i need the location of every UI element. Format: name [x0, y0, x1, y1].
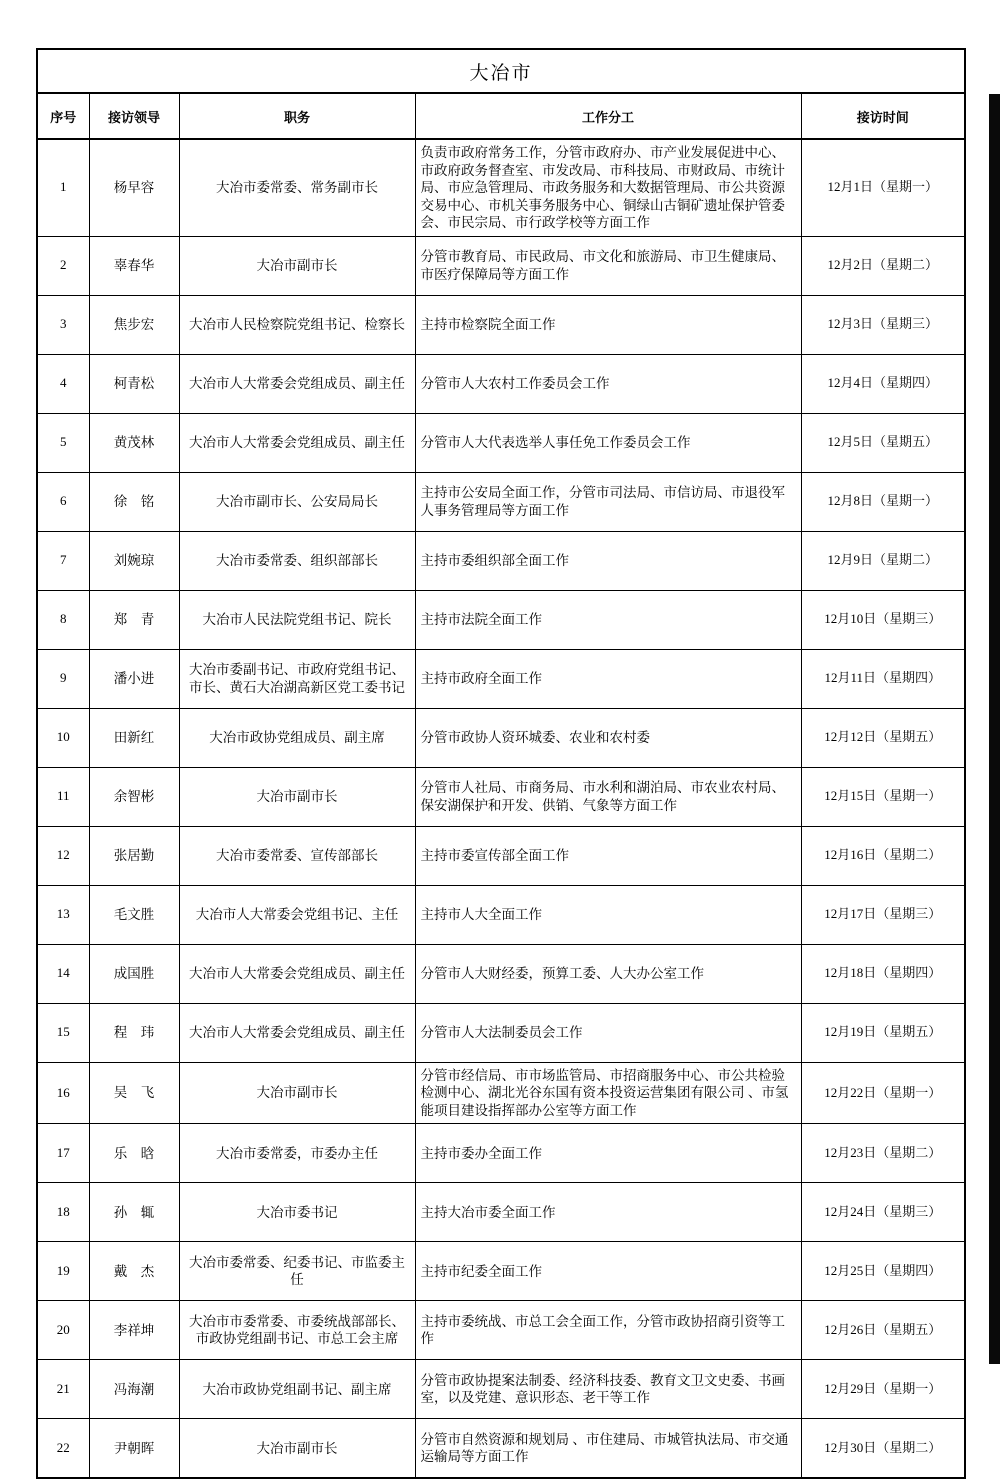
time-cell: 12月26日（星期五） [801, 1301, 965, 1360]
row-number-cell: 17 [37, 1124, 89, 1183]
duty-cell: 分管市政协提案法制委、经济科技委、教育文卫文史委、书画室，以及党建、意识形态、老干等工作 [415, 1360, 801, 1419]
position-cell: 大冶市人民法院党组书记、院长 [179, 590, 415, 649]
column-header-duty: 工作分工 [415, 93, 801, 139]
leader-name-cell: 余智彬 [89, 767, 179, 826]
table-row [37, 826, 965, 885]
duty-cell: 分管市人大代表选举人事任免工作委员会工作 [415, 413, 801, 472]
table-row [37, 1242, 965, 1301]
row-number-cell: 8 [37, 590, 89, 649]
table-row [37, 1062, 965, 1124]
table-header-row [37, 93, 965, 139]
table-row [37, 295, 965, 354]
table-row [37, 649, 965, 708]
position-cell: 大冶市委常委、纪委书记、市监委主任 [179, 1242, 415, 1301]
row-number-cell: 5 [37, 413, 89, 472]
document-sheet [36, 48, 964, 1479]
duty-cell: 分管市人大农村工作委员会工作 [415, 354, 801, 413]
table-row [37, 1301, 965, 1360]
table-body [37, 139, 965, 1478]
time-cell: 12月5日（星期五） [801, 413, 965, 472]
position-cell: 大冶市副市长 [179, 1419, 415, 1479]
time-cell: 12月18日（星期四） [801, 944, 965, 1003]
position-cell: 大冶市委常委，市委办主任 [179, 1124, 415, 1183]
leader-name-cell: 张居勤 [89, 826, 179, 885]
row-number-cell: 7 [37, 531, 89, 590]
column-header-position: 职务 [179, 93, 415, 139]
position-cell: 大冶市委常委、宣传部部长 [179, 826, 415, 885]
time-cell: 12月17日（星期三） [801, 885, 965, 944]
table-row [37, 1183, 965, 1242]
table-row [37, 472, 965, 531]
table-row [37, 531, 965, 590]
table-row [37, 354, 965, 413]
time-cell: 12月22日（星期一） [801, 1062, 965, 1124]
position-cell: 大冶市人大常委会党组成员、副主任 [179, 354, 415, 413]
table-row [37, 236, 965, 295]
leader-name-cell: 郑 青 [89, 590, 179, 649]
row-number-cell: 14 [37, 944, 89, 1003]
time-cell: 12月19日（星期五） [801, 1003, 965, 1062]
position-cell: 大冶市人大常委会党组书记、主任 [179, 885, 415, 944]
position-cell: 大冶市副市长、公安局局长 [179, 472, 415, 531]
time-cell: 12月3日（星期三） [801, 295, 965, 354]
column-header-time: 接访时间 [801, 93, 965, 139]
row-number-cell: 11 [37, 767, 89, 826]
leader-name-cell: 田新红 [89, 708, 179, 767]
leader-name-cell: 吴 飞 [89, 1062, 179, 1124]
row-number-cell: 21 [37, 1360, 89, 1419]
schedule-table [36, 48, 966, 1479]
leader-name-cell: 程 玮 [89, 1003, 179, 1062]
table-row [37, 944, 965, 1003]
row-number-cell: 10 [37, 708, 89, 767]
table-row [37, 1360, 965, 1419]
leader-name-cell: 乐 晗 [89, 1124, 179, 1183]
row-number-cell: 4 [37, 354, 89, 413]
leader-name-cell: 李祥坤 [89, 1301, 179, 1360]
position-cell: 大冶市人大常委会党组成员、副主任 [179, 944, 415, 1003]
duty-cell: 主持市政府全面工作 [415, 649, 801, 708]
row-number-cell: 3 [37, 295, 89, 354]
leader-name-cell: 黄茂林 [89, 413, 179, 472]
leader-name-cell: 辜春华 [89, 236, 179, 295]
position-cell: 大冶市委副书记、市政府党组书记、市长、黄石大冶湖高新区党工委书记 [179, 649, 415, 708]
duty-cell: 分管市人大法制委员会工作 [415, 1003, 801, 1062]
duty-cell: 分管市教育局、市民政局、市文化和旅游局、市卫生健康局、市医疗保障局等方面工作 [415, 236, 801, 295]
duty-cell: 主持市委办全面工作 [415, 1124, 801, 1183]
duty-cell: 主持市人大全面工作 [415, 885, 801, 944]
leader-name-cell: 潘小进 [89, 649, 179, 708]
column-header-no: 序号 [37, 93, 89, 139]
row-number-cell: 6 [37, 472, 89, 531]
duty-cell: 分管市政协人资环城委、农业和农村委 [415, 708, 801, 767]
duty-cell: 主持市法院全面工作 [415, 590, 801, 649]
time-cell: 12月8日（星期一） [801, 472, 965, 531]
duty-cell: 主持市检察院全面工作 [415, 295, 801, 354]
duty-cell: 主持市委组织部全面工作 [415, 531, 801, 590]
row-number-cell: 22 [37, 1419, 89, 1479]
leader-name-cell: 尹朝晖 [89, 1419, 179, 1479]
table-row [37, 1124, 965, 1183]
table-row [37, 590, 965, 649]
leader-name-cell: 杨早容 [89, 139, 179, 236]
position-cell: 大冶市副市长 [179, 767, 415, 826]
leader-name-cell: 柯青松 [89, 354, 179, 413]
leader-name-cell: 刘婉琼 [89, 531, 179, 590]
duty-cell: 主持市纪委全面工作 [415, 1242, 801, 1301]
time-cell: 12月12日（星期五） [801, 708, 965, 767]
position-cell: 大冶市委常委、组织部部长 [179, 531, 415, 590]
row-number-cell: 9 [37, 649, 89, 708]
table-row [37, 413, 965, 472]
duty-cell: 分管市人社局、市商务局、市水利和湖泊局、市农业农村局、保安湖保护和开发、供销、气象等方面工作 [415, 767, 801, 826]
time-cell: 12月24日（星期三） [801, 1183, 965, 1242]
duty-cell: 主持市委宣传部全面工作 [415, 826, 801, 885]
time-cell: 12月4日（星期四） [801, 354, 965, 413]
duty-cell: 负责市政府常务工作，分管市政府办、市产业发展促进中心、市政府政务督查室、市发改局、市科技局、市财政局、市统计局、市应急管理局、市政务服务和大数据管理局、市公共资源交易中心、市机关事务服务中心、铜绿山古铜矿遗址保护管委会、市民宗局、市行政学校等方面工作 [415, 139, 801, 236]
table-row [37, 767, 965, 826]
leader-name-cell: 成国胜 [89, 944, 179, 1003]
time-cell: 12月29日（星期一） [801, 1360, 965, 1419]
leader-name-cell: 焦步宏 [89, 295, 179, 354]
row-number-cell: 18 [37, 1183, 89, 1242]
position-cell: 大冶市副市长 [179, 1062, 415, 1124]
position-cell: 大冶市委常委、常务副市长 [179, 139, 415, 236]
table-row [37, 885, 965, 944]
row-number-cell: 2 [37, 236, 89, 295]
table-row [37, 708, 965, 767]
duty-cell: 分管市自然资源和规划局 、市住建局、市城管执法局、市交通运输局等方面工作 [415, 1419, 801, 1479]
leader-name-cell: 冯海潮 [89, 1360, 179, 1419]
position-cell: 大冶市政协党组成员、副主席 [179, 708, 415, 767]
time-cell: 12月30日（星期二） [801, 1419, 965, 1479]
row-number-cell: 1 [37, 139, 89, 236]
position-cell: 大冶市人民检察院党组书记、检察长 [179, 295, 415, 354]
position-cell: 大冶市市委常委、市委统战部部长、市政协党组副书记、市总工会主席 [179, 1301, 415, 1360]
leader-name-cell: 毛文胜 [89, 885, 179, 944]
position-cell: 大冶市委书记 [179, 1183, 415, 1242]
city-title: 大冶市 [37, 49, 965, 93]
position-cell: 大冶市政协党组副书记、副主席 [179, 1360, 415, 1419]
leader-name-cell: 戴 杰 [89, 1242, 179, 1301]
duty-cell: 主持大冶市委全面工作 [415, 1183, 801, 1242]
time-cell: 12月16日（星期二） [801, 826, 965, 885]
row-number-cell: 15 [37, 1003, 89, 1062]
position-cell: 大冶市副市长 [179, 236, 415, 295]
page-edge-strip [989, 94, 1000, 1364]
duty-cell: 分管市经信局、市市场监管局、市招商服务中心、市公共检验检测中心、湖北光谷东国有资本投资运营集团有限公司 、市氢能项目建设指挥部办公室等方面工作 [415, 1062, 801, 1124]
leader-name-cell: 孙 辄 [89, 1183, 179, 1242]
time-cell: 12月23日（星期二） [801, 1124, 965, 1183]
row-number-cell: 12 [37, 826, 89, 885]
duty-cell: 分管市人大财经委，预算工委、人大办公室工作 [415, 944, 801, 1003]
position-cell: 大冶市人大常委会党组成员、副主任 [179, 1003, 415, 1062]
row-number-cell: 19 [37, 1242, 89, 1301]
time-cell: 12月15日（星期一） [801, 767, 965, 826]
table-row [37, 1419, 965, 1479]
time-cell: 12月10日（星期三） [801, 590, 965, 649]
time-cell: 12月11日（星期四） [801, 649, 965, 708]
table-row [37, 1003, 965, 1062]
table-title-row [37, 49, 965, 93]
time-cell: 12月1日（星期一） [801, 139, 965, 236]
leader-name-cell: 徐 铭 [89, 472, 179, 531]
row-number-cell: 13 [37, 885, 89, 944]
time-cell: 12月9日（星期二） [801, 531, 965, 590]
duty-cell: 主持市委统战、市总工会全面工作，分管市政协招商引资等工作 [415, 1301, 801, 1360]
position-cell: 大冶市人大常委会党组成员、副主任 [179, 413, 415, 472]
column-header-leader: 接访领导 [89, 93, 179, 139]
time-cell: 12月25日（星期四） [801, 1242, 965, 1301]
duty-cell: 主持市公安局全面工作，分管市司法局、市信访局、市退役军人事务管理局等方面工作 [415, 472, 801, 531]
table-row [37, 139, 965, 236]
row-number-cell: 16 [37, 1062, 89, 1124]
time-cell: 12月2日（星期二） [801, 236, 965, 295]
row-number-cell: 20 [37, 1301, 89, 1360]
